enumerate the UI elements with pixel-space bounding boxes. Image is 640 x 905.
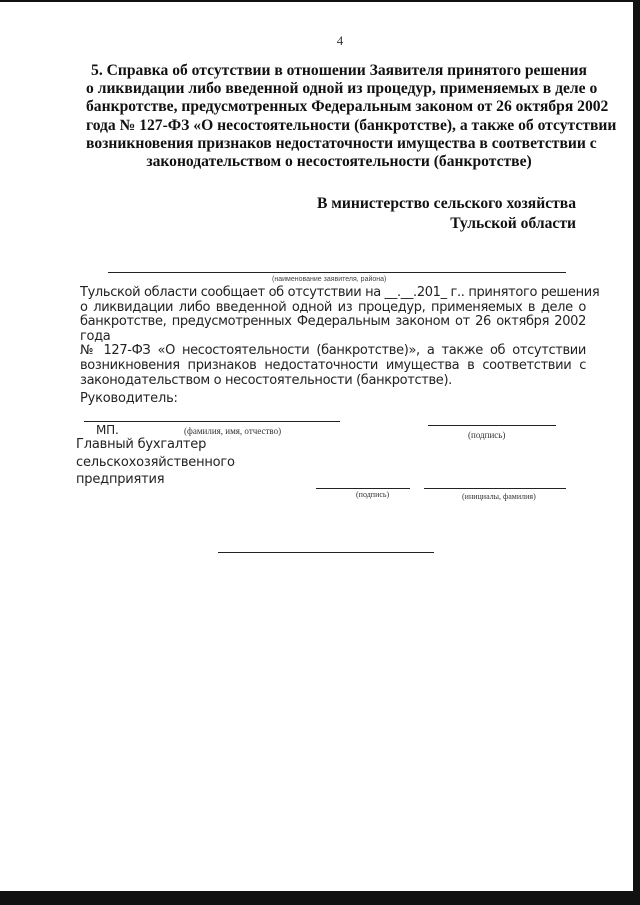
accountant-signature-line	[316, 488, 410, 489]
body-line: № 127-ФЗ «О несостоятельности (банкротстве)», а также об отсутствии	[80, 343, 586, 359]
addressee-block	[290, 194, 576, 234]
accountant-signature-caption: (подпись)	[356, 490, 390, 499]
heading-line: законодательством о несостоятельности (банкротстве)	[146, 153, 532, 171]
accountant-title-line: сельскохозяйственного	[76, 455, 235, 470]
scan-edge-right	[633, 0, 640, 905]
accountant-title-line: Главный бухгалтер	[76, 437, 207, 452]
initials-caption: (инициалы, фамилия)	[462, 492, 536, 501]
seal-mark: МП.	[96, 423, 119, 437]
scan-edge-top	[0, 0, 640, 2]
heading-line: возникновения признаков недостаточности имущества в соответствии с	[86, 134, 597, 152]
body-line: возникновения признаков недостаточности имущества в соответствии с	[80, 357, 586, 373]
addressee-line-2: Тульской области	[450, 215, 576, 232]
body-line: банкротстве, предусмотренных Федеральным законом от 26 октября 2002 года	[80, 314, 586, 344]
heading-line: 5. Справка об отсутствии в отношении Заявителя принятого решения	[91, 62, 587, 79]
body-line: Тульской области сообщает об отсутствии на __.__.201_ г.. принятого решения	[80, 285, 600, 300]
body-line: законодательством о несостоятельности (банкротстве).	[80, 372, 452, 388]
applicant-name-line	[108, 272, 566, 273]
addressee-line-1: В министерство сельского хозяйства	[316, 195, 576, 212]
applicant-caption: (наименование заявителя, района)	[272, 276, 387, 283]
section-heading	[86, 62, 617, 171]
head-label: Руководитель:	[80, 391, 178, 406]
heading-line: банкротстве, предусмотренных Федеральным законом от 26 октября 2002	[86, 98, 609, 116]
signature-caption: (подпись)	[468, 430, 506, 440]
accountant-initials-line	[424, 488, 566, 489]
bottom-separator-line	[218, 552, 434, 553]
head-fio-line	[84, 421, 340, 422]
fio-caption: (фамилия, имя, отчество)	[184, 426, 282, 436]
page-number: 4	[336, 33, 344, 48]
accountant-title-line: предприятия	[76, 472, 165, 487]
heading-line: о ликвидации либо введенной одной из процедур, применяемых в деле о	[86, 80, 598, 98]
body-line: о ликвидации либо введенной одной из процедур, применяемых в деле о	[80, 299, 586, 315]
statement-body	[80, 285, 600, 388]
head-signature-line	[428, 425, 556, 426]
heading-line: года № 127-ФЗ «О несостоятельности (банкротстве), а также об отсутствии	[86, 116, 617, 134]
scan-edge-bottom	[0, 891, 640, 905]
